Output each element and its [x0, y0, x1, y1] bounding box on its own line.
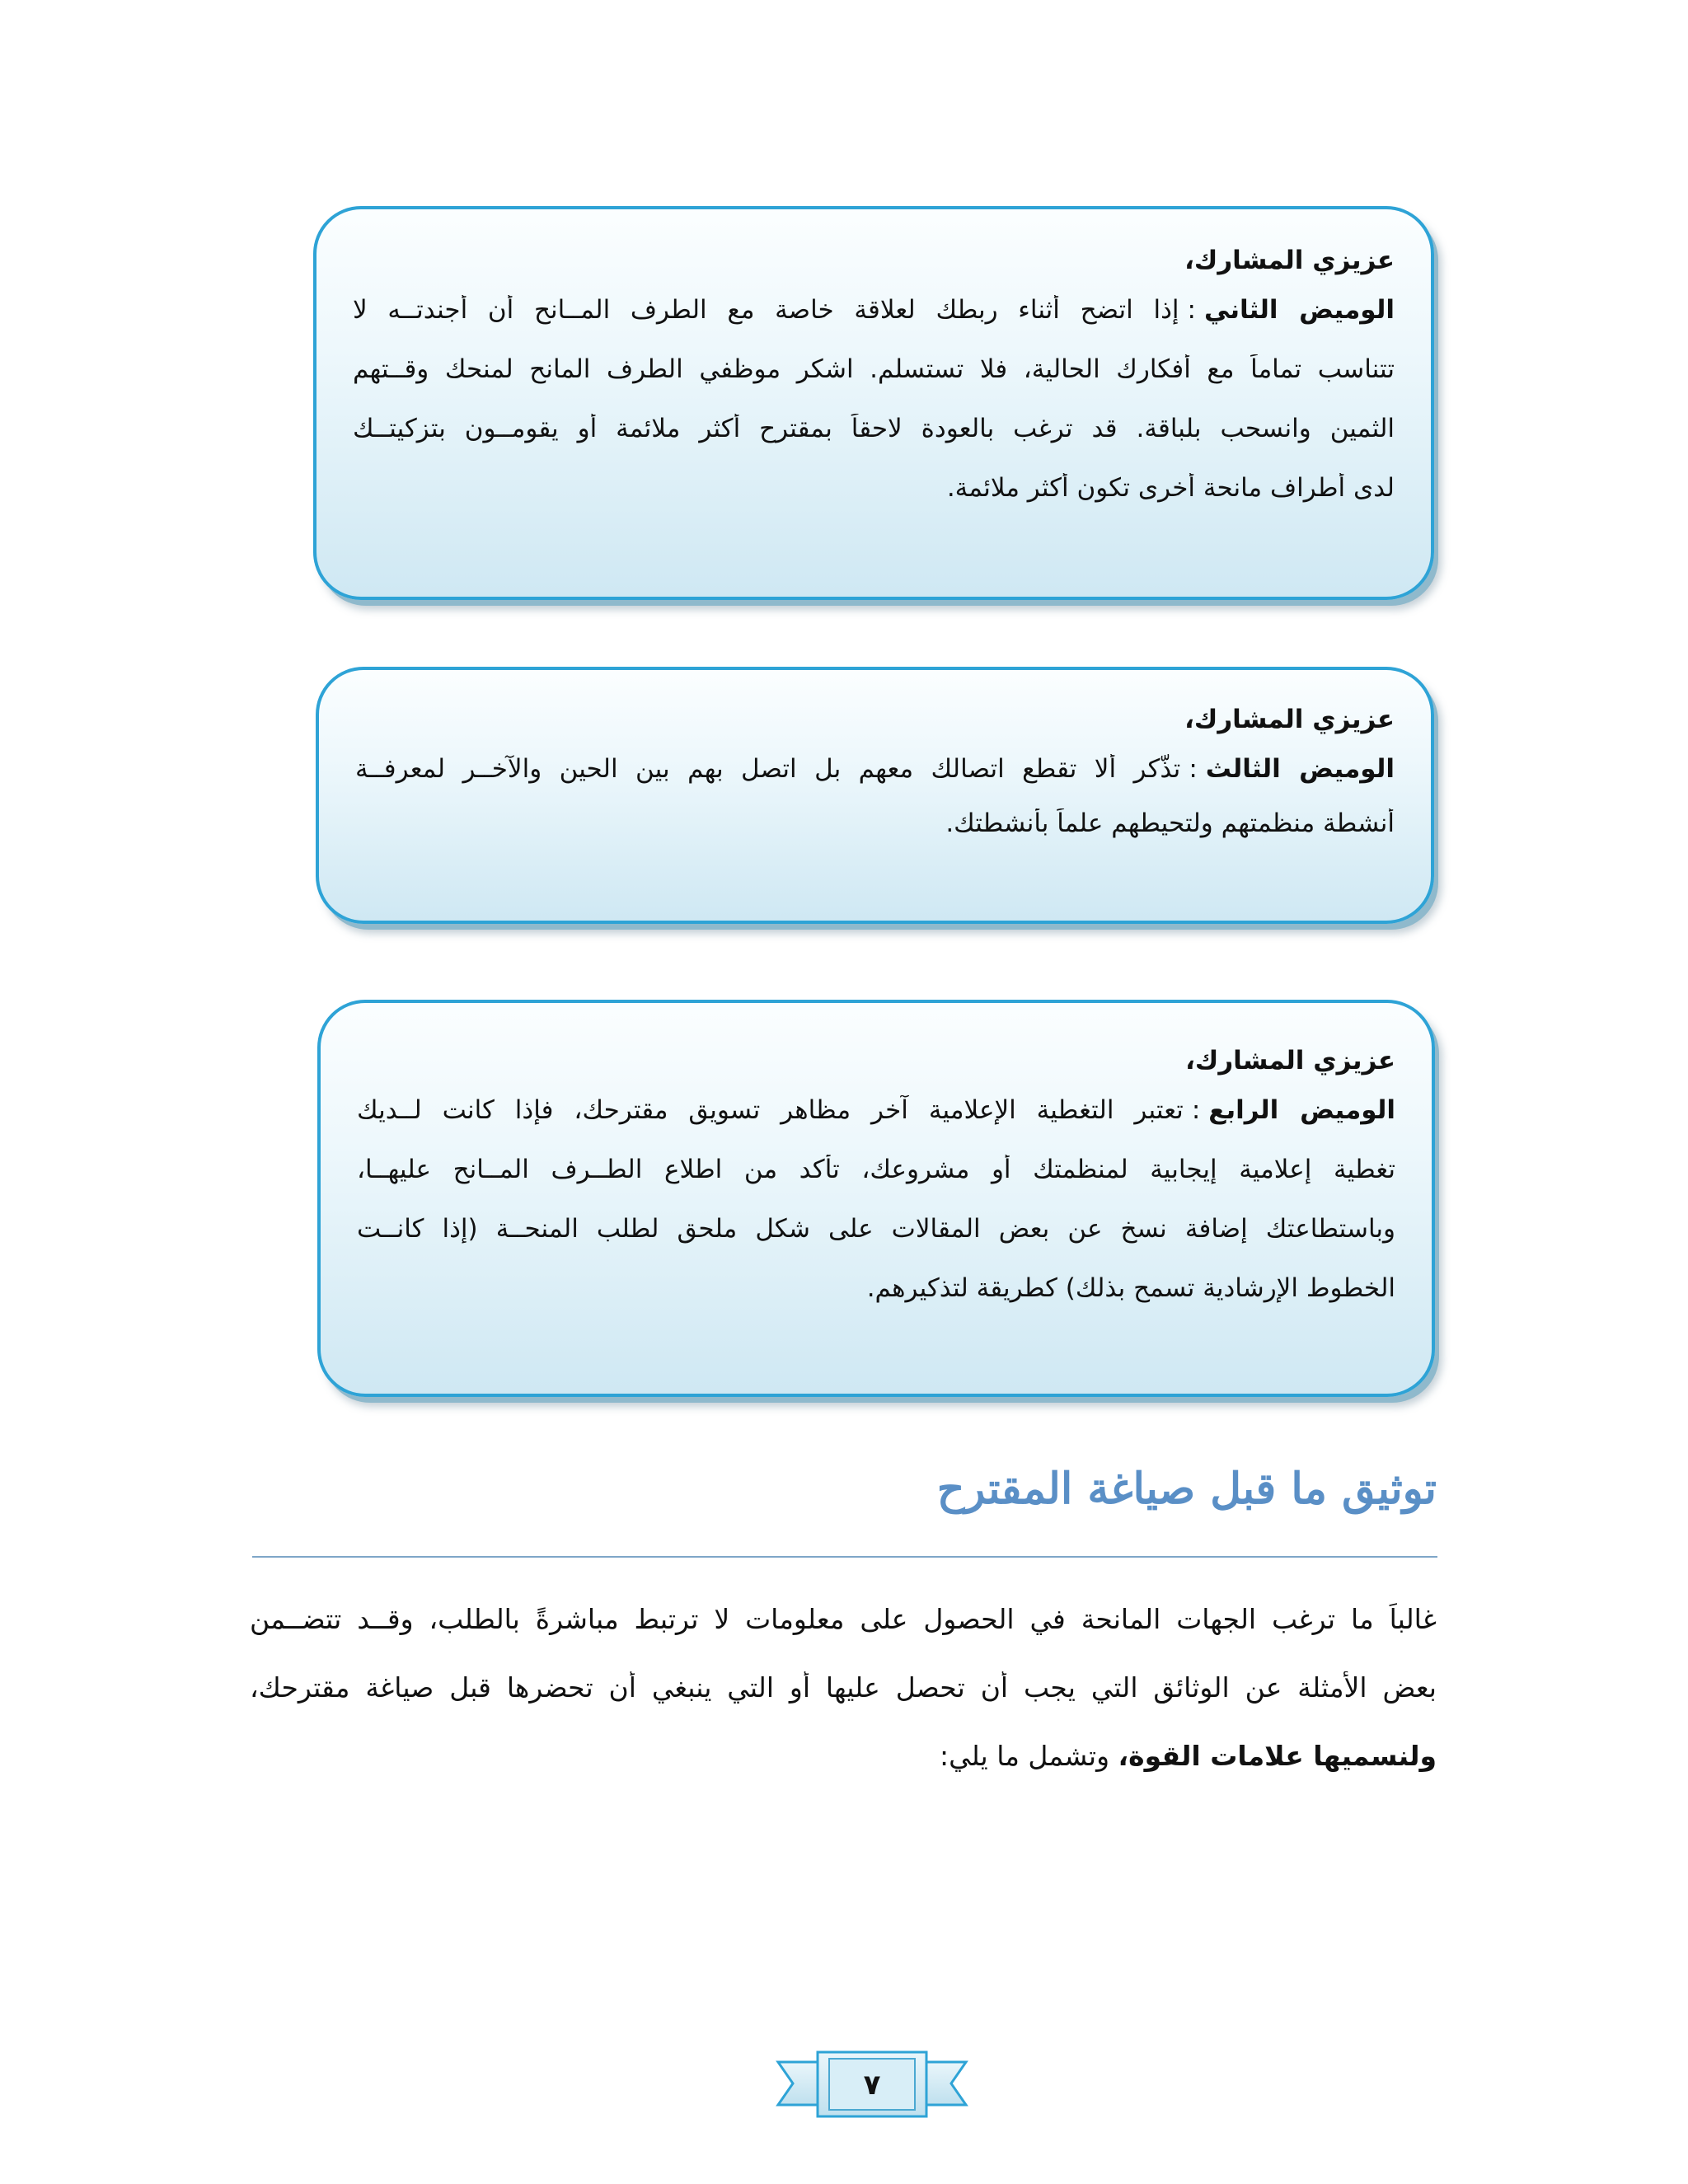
tip-box-third [316, 667, 1434, 924]
tip-line: الثمين وانسحب بلباقة. قد ترغب بالعودة لاحقاً بمقترح أكثر ملائمة أو يقومــون بتزكيتــك [353, 414, 1395, 443]
greeting: عزيزي المشارك، [1185, 1046, 1395, 1076]
strength-marks-label: ولنسميها علامات القوة، [1118, 1740, 1437, 1772]
tip-box-fourth [317, 1000, 1435, 1397]
paragraph-line: بعض الأمثلة عن الوثائق التي يجب أن تحصل عليها أو التي ينبغي أن تحضرها قبل صياغة مقترحك، [250, 1671, 1437, 1704]
paragraph-line: غالباً ما ترغب الجهات المانحة في الحصول على معلومات لا ترتبط مباشرةً بالطلب، وقــد تتضــمن [250, 1603, 1437, 1635]
tip-line: وباستطاعتك إضافة نسخ عن بعض المقالات على شكل ملحق لطلب المنحــة (إذا كانــت [357, 1214, 1395, 1244]
tip-line [357, 1095, 1395, 1125]
tip-line: تغطية إعلامية إيجابية لمنظمتك أو مشروعك، تأكد من اطلاع الطــرف المــانح عليهــا، [357, 1155, 1395, 1184]
separator: : [1191, 1095, 1201, 1125]
paragraph-text: وتشمل ما يلي: [939, 1740, 1118, 1772]
tip-line [355, 754, 1395, 784]
greeting: عزيزي المشارك، [1184, 705, 1395, 734]
section-title: توثيق ما قبل صياغة المقترح [936, 1464, 1437, 1514]
tip-line: أنشطة منظمتهم ولتحيطهم علماً بأنشطتك. [945, 808, 1395, 838]
tip-line: تتناسب تماماً مع أفكارك الحالية، فلا تستسلم. اشكر موظفي الطرف المانح لمنحك وقــتهم [353, 354, 1395, 384]
tip-lead: الوميض الثاني [1203, 295, 1395, 325]
tip-line: لدى أطراف مانحة أخرى تكون أكثر ملائمة. [946, 473, 1395, 503]
section-divider [252, 1556, 1437, 1558]
tip-box-second [313, 206, 1434, 600]
tip-text: تذّكر ألا تقطع اتصالك معهم بل اتصل بهم بين الحين والآخــر لمعرفــة [355, 754, 1181, 784]
tip-text: تعتبر التغطية الإعلامية آخر مظاهر تسويق مقترحك، فإذا كانت لــديك [357, 1095, 1184, 1125]
tip-line [353, 295, 1395, 325]
separator: : [1189, 754, 1198, 784]
tip-line: الخطوط الإرشادية تسمح بذلك) كطريقة لتذكيرهم. [866, 1273, 1395, 1303]
tip-text: إذا اتضح أثناء ربطك لعلاقة خاصة مع الطرف المــانح أن أجندتــه لا [353, 295, 1179, 325]
body-paragraph [250, 1603, 1437, 1808]
separator: : [1187, 295, 1196, 325]
tip-lead: الوميض الرابع [1208, 1095, 1395, 1125]
page-number-badge [775, 2044, 969, 2136]
tip-lead: الوميض الثالث [1205, 754, 1395, 784]
greeting: عزيزي المشارك، [1184, 246, 1395, 275]
page-number: ٧ [863, 2069, 881, 2102]
paragraph-line [250, 1740, 1437, 1772]
